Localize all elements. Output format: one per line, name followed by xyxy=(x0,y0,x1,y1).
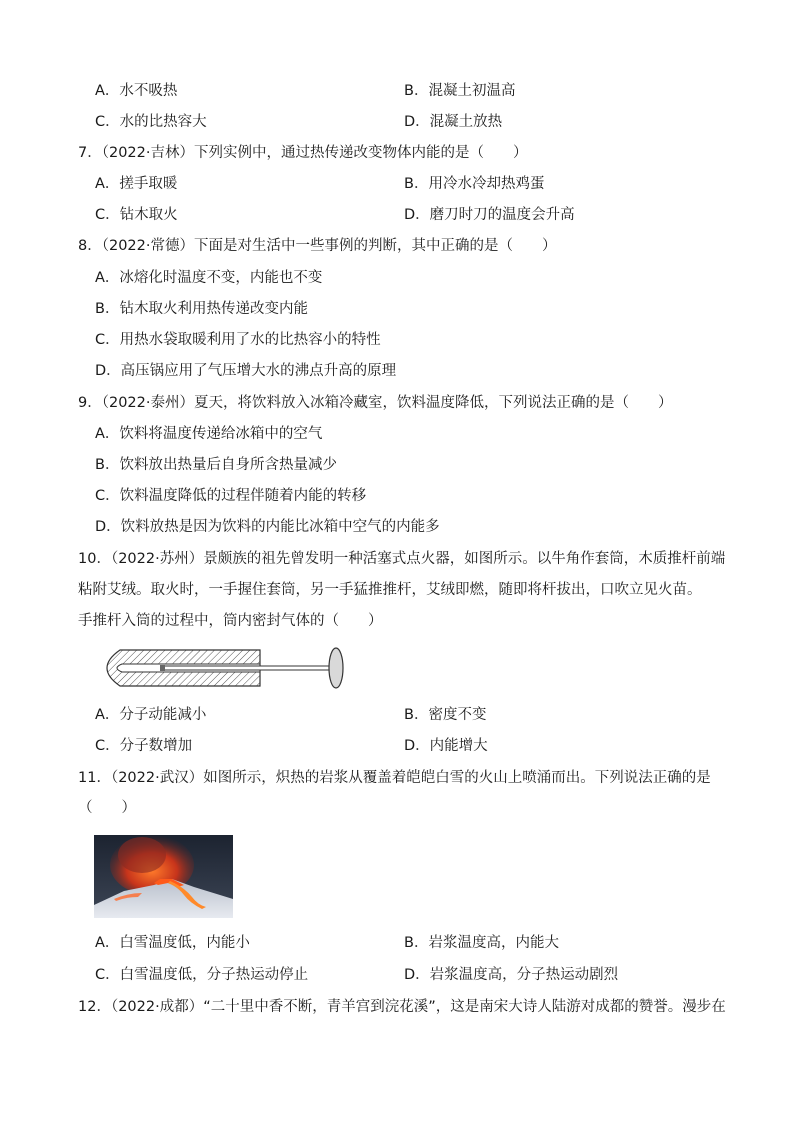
question-text: 夏天，将饮料放入冰箱冷藏室，饮料温度降低，下列说法正确的是（ ） xyxy=(194,395,673,411)
question-number: 8． xyxy=(78,238,102,254)
question-number: 11． xyxy=(78,770,111,786)
question-number: 9． xyxy=(78,395,102,411)
question-11-stem-line2: （ ） xyxy=(78,800,136,816)
question-source: （2022·常德） xyxy=(101,238,194,254)
question-11-stem xyxy=(78,768,711,788)
q7-option-b: B．用冷水冷却热鸡蛋 xyxy=(404,176,545,192)
q11-option-d: D．岩浆温度高，分子热运动剧烈 xyxy=(404,967,619,983)
q8-option-a: A．冰熔化时温度不变，内能也不变 xyxy=(95,270,323,286)
volcano-photo xyxy=(94,835,233,918)
q11-option-c: C．白雪温度低，分子热运动停止 xyxy=(95,967,309,983)
question-source: （2022·吉林） xyxy=(101,145,194,161)
question-10-stem-line2: 粘附艾绒。取火时，一手握住套筒，另一手猛推推杆，艾绒即燃，随即将杆拔出，口吹立见火苗。 xyxy=(78,582,702,598)
question-9-stem xyxy=(78,393,673,413)
question-text: 如图所示，炽热的岩浆从覆盖着皑皑白雪的火山上喷涌而出。下列说法正确的是 xyxy=(203,770,711,786)
question-number: 7． xyxy=(78,145,102,161)
q10-option-a: A．分子动能减小 xyxy=(95,707,207,723)
q8-option-c: C．用热水袋取暖利用了水的比热容小的特性 xyxy=(95,332,381,348)
question-source: （2022·成都） xyxy=(110,999,204,1015)
question-text: 景颇族的祖先曾发明一种活塞式点火器，如图所示。以牛角作套筒，木质推杆前端 xyxy=(203,551,726,567)
q9-option-b: B．饮料放出热量后自身所含热量减少 xyxy=(95,457,337,473)
q6-option-a: A．水不吸热 xyxy=(95,83,178,99)
q11-option-b: B．岩浆温度高，内能大 xyxy=(404,935,559,951)
question-8-stem xyxy=(78,236,557,256)
fire-piston-figure xyxy=(92,645,350,695)
q9-option-d: D．饮料放热是因为饮料的内能比冰箱中空气的内能多 xyxy=(95,519,440,535)
q7-option-c: C．钻木取火 xyxy=(95,207,178,223)
q10-option-c: C．分子数增加 xyxy=(95,738,193,754)
question-text: 下列实例中，通过热传递改变物体内能的是（ ） xyxy=(194,145,528,161)
q10-option-b: B．密度不变 xyxy=(404,707,487,723)
q8-option-d: D．高压锅应用了气压增大水的沸点升高的原理 xyxy=(95,363,397,379)
q7-option-d: D．磨刀时刀的温度会升高 xyxy=(404,207,575,223)
question-number: 10． xyxy=(78,551,111,567)
question-text: “二十里中香不断，青羊宫到浣花溪”，这是南宋大诗人陆游对成都的赞誉。漫步在 xyxy=(203,999,726,1015)
question-12-stem xyxy=(78,997,726,1017)
question-text: 下面是对生活中一些事例的判断，其中正确的是（ ） xyxy=(194,238,557,254)
q11-option-a: A．白雪温度低，内能小 xyxy=(95,935,250,951)
q9-option-c: C．饮料温度降低的过程伴随着内能的转移 xyxy=(95,488,367,504)
question-source: （2022·泰州） xyxy=(101,395,194,411)
q6-option-c: C．水的比热容大 xyxy=(95,114,207,130)
q6-option-d: D．混凝土放热 xyxy=(404,114,503,130)
q8-option-b: B．钻木取火利用热传递改变内能 xyxy=(95,301,308,317)
q9-option-a: A．饮料将温度传递给冰箱中的空气 xyxy=(95,426,323,442)
q7-option-a: A．搓手取暖 xyxy=(95,176,178,192)
question-10-stem-line3: 手推杆入筒的过程中，筒内密封气体的（ ） xyxy=(78,613,383,629)
question-source: （2022·苏州） xyxy=(110,551,204,567)
q10-option-d: D．内能增大 xyxy=(404,738,488,754)
question-7-stem xyxy=(78,143,528,163)
question-source: （2022·武汉） xyxy=(110,770,204,786)
question-10-stem xyxy=(78,549,725,569)
q6-option-b: B．混凝土初温高 xyxy=(404,83,516,99)
question-number: 12． xyxy=(78,999,111,1015)
